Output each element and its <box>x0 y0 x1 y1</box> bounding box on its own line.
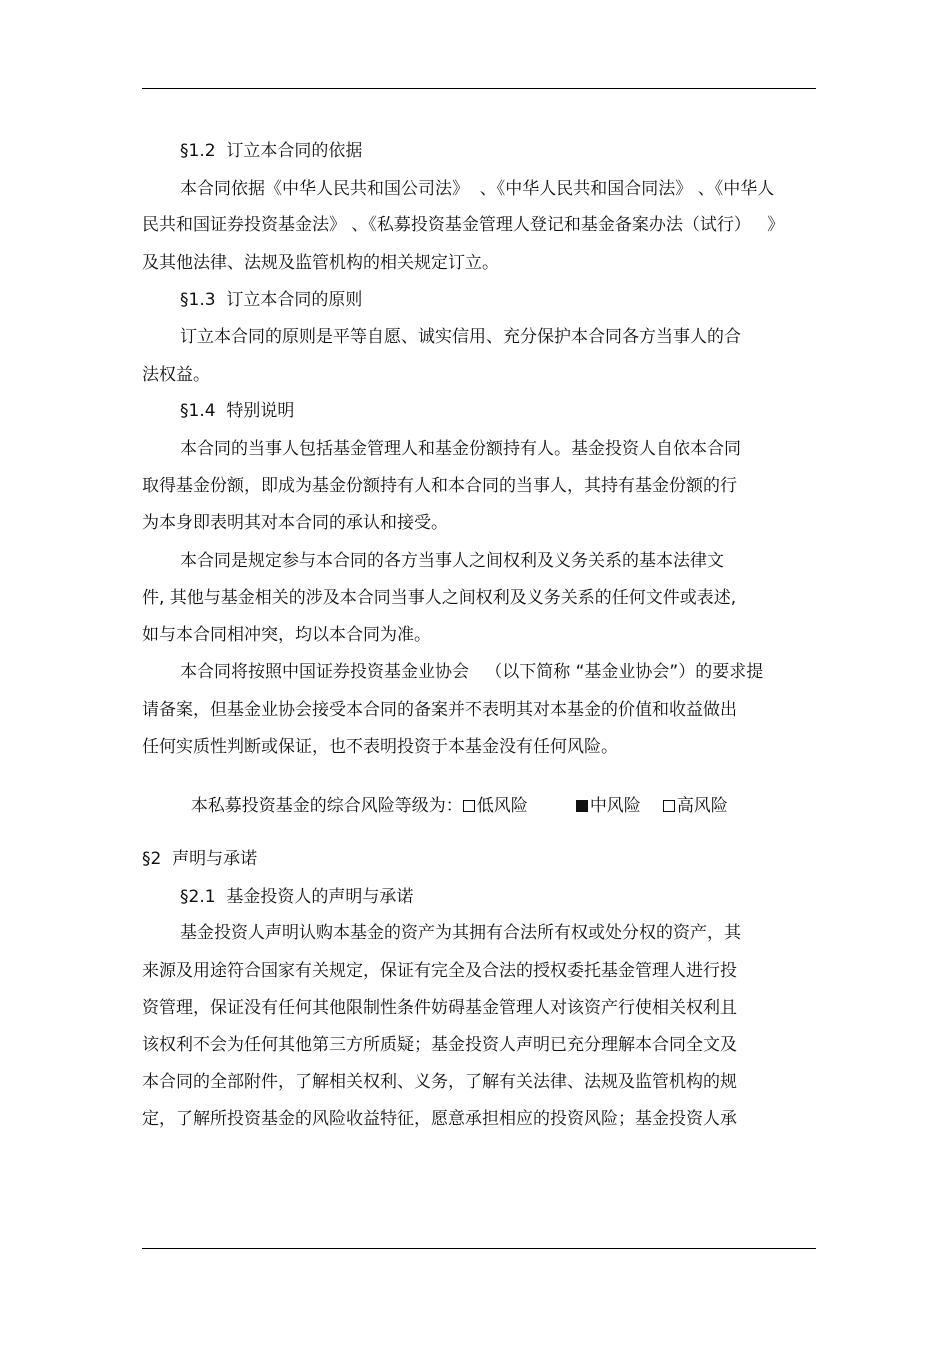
low-risk-checkbox <box>463 800 475 812</box>
paragraph-line: 本合同依据《中华人民共和国公司法》 、《中华人民共和国合同法》 、《中华人 <box>180 179 775 199</box>
section-2-heading: §2 声明与承诺 <box>142 849 258 869</box>
low-risk-label: 低风险 <box>476 796 528 816</box>
risk-level-label: 本私募投资基金的综合风险等级为： <box>190 796 463 816</box>
section-1-3-heading: §1.3 订立本合同的原则 <box>180 290 363 310</box>
paragraph-line: 资管理，保证没有任何其他限制性条件妨碍基金管理人对该资产行使相关权利且 <box>142 998 737 1018</box>
section-2-1-heading: §2.1 基金投资人的声明与承诺 <box>180 887 414 907</box>
paragraph-line: 来源及用途符合国家有关规定，保证有完全及合法的授权委托基金管理人进行投 <box>142 961 737 981</box>
paragraph-line: 如与本合同相冲突，均以本合同为准。 <box>142 625 431 645</box>
paragraph-line: 本合同的全部附件，了解相关权利、义务，了解有关法律、法规及监管机构的规 <box>142 1072 737 1092</box>
medium-risk-checkbox <box>576 800 588 812</box>
paragraph-line: 该权利不会为任何其他第三方所质疑；基金投资人声明已充分理解本合同全文及 <box>142 1035 737 1055</box>
paragraph-line: 件, 其他与基金相关的涉及本合同当事人之间权利及义务关系的任何文件或表述, <box>142 588 737 608</box>
section-1-4-heading: §1.4 特别说明 <box>180 401 295 421</box>
high-risk-checkbox <box>663 800 675 812</box>
section-1-2-heading: §1.2 订立本合同的依据 <box>180 141 363 161</box>
paragraph-line: 及其他法律、法规及监管机构的相关规定订立。 <box>142 253 499 273</box>
paragraph-line: 本合同将按照中国证券投资基金业协会 （以下简称 “基金业协会”）的要求提 <box>180 662 764 682</box>
paragraph-line: 请备案，但基金业协会接受本合同的备案并不表明其对本基金的价值和收益做出 <box>142 700 737 720</box>
header-rule <box>142 88 816 89</box>
high-risk-label: 高风险 <box>676 796 728 816</box>
paragraph-line: 本合同是规定参与本合同的各方当事人之间权利及义务关系的基本法律文 <box>180 551 724 571</box>
paragraph-line: 本合同的当事人包括基金管理人和基金份额持有人。基金投资人自依本合同 <box>180 439 741 459</box>
footer-rule <box>142 1248 816 1249</box>
paragraph-line: 定，了解所投资基金的风险收益特征，愿意承担相应的投资风险；基金投资人承 <box>142 1109 737 1129</box>
paragraph-line: 为本身即表明其对本合同的承认和接受。 <box>142 513 448 533</box>
paragraph-line: 订立本合同的原则是平等自愿、诚实信用、充分保护本合同各方当事人的合 <box>180 327 741 347</box>
paragraph-line: 基金投资人声明认购本基金的资产为其拥有合法所有权或处分权的资产，其 <box>180 923 741 943</box>
paragraph-line: 法权益。 <box>142 365 210 385</box>
paragraph-line: 任何实质性判断或保证，也不表明投资于本基金没有任何风险。 <box>142 737 618 757</box>
risk-level-row <box>180 773 728 817</box>
paragraph-line: 民共和国证券投资基金法》 、《私募投资基金管理人登记和基金备案办法（试行） 》 <box>142 215 785 235</box>
paragraph-line: 取得基金份额，即成为基金份额持有人和本合同的当事人，其持有基金份额的行 <box>142 476 737 496</box>
medium-risk-label: 中风险 <box>589 796 641 816</box>
